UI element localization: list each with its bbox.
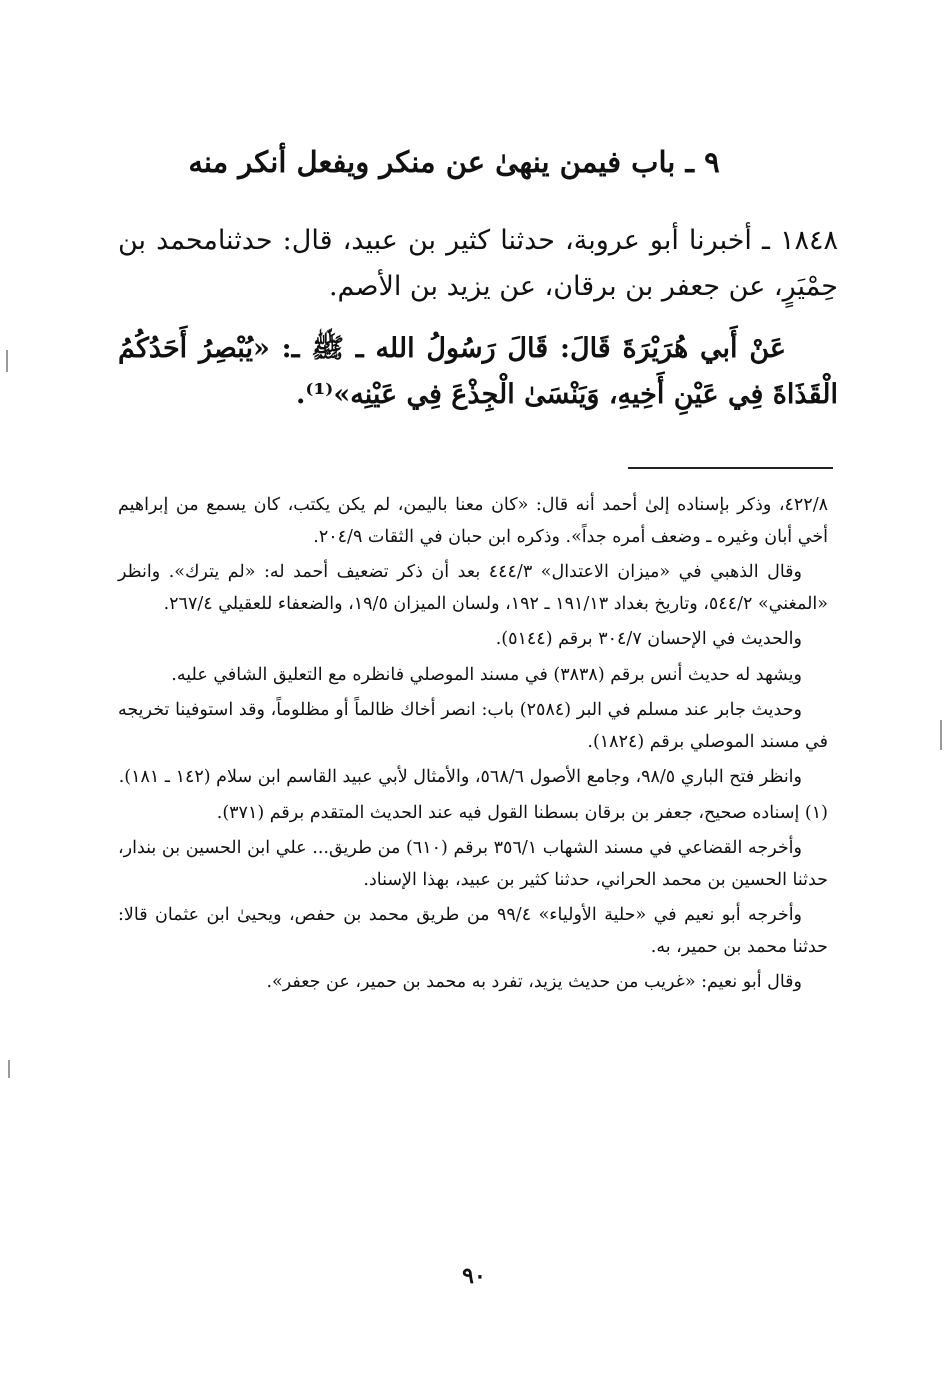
footnote-paragraph: وانظر فتح الباري ٩٨/٥، وجامع الأصول ٥٦٨/٦، والأمثال لأبي عبيد القاسم ابن سلام (١٤٢ ـ ١٨١).: [118, 767, 802, 787]
hadith-isnad: ١٨٤٨ ـ أخبرنا أبو عروبة، حدثنا كثير بن عبيد، قال: حدثنامحمد بن حِمْيَرٍ، عن جعفر بن برقان، عن يزيد بن الأصم.: [118, 225, 838, 302]
footnote-paragraph: وقال أبو نعيم: «غريب من حديث يزيد، تفرد به محمد بن حمير، عن جعفر».: [266, 972, 802, 992]
scan-edge-mark: [6, 350, 8, 372]
footnote-paragraph: وقال الذهبي في «ميزان الاعتدال» ٤٤٤/٣ بعد أن ذكر تضعيف أحمد له: «لم يترك». وانظر «المغني» ٥٤٤/٢، وتاريخ بغداد ١٩١/١٣ ـ ١٩٢، ولسان الميزان ١٩/٥، والضعفاء للعقيلي ٢٦٧/٤.: [118, 562, 828, 614]
footnotes: [118, 490, 828, 1003]
footnote-paragraph: وأخرجه أبو نعيم في «حلية الأولياء» ٩٩/٤ من طريق محمد بن حفص، ويحيىٰ ابن عثمان قالا: حدثنا محمد بن حمير، به.: [118, 905, 828, 957]
footnote-paragraph: ويشهد له حديث أنس برقم (٣٨٣٨) في مسند الموصلي فانظره مع التعليق الشافي عليه.: [171, 664, 802, 685]
footnote-paragraph: والحديث في الإحسان ٣٠٤/٧ برقم (٥١٤٤).: [495, 629, 802, 649]
footnote-paragraph: ٤٢٢/٨، وذكر بإسناده إلىٰ أحمد أنه قال: «كان معنا باليمن، لم يكن يكتب، كان يسمع من إبراهيم أخي أبان وغيره ـ وضعف أمره جداً». وذكره ابن حبان في الثقات ٢٠٤/٩.: [118, 495, 828, 547]
footnote-paragraph: (١) إسناده صحيح، جعفر بن برقان بسطنا القول فيه عند الحديث المتقدم برقم (٣٧١).: [216, 802, 828, 823]
footnote-separator: [628, 467, 833, 469]
page-number: ٩٠: [462, 1263, 486, 1289]
hadith-matn: عَنْ أَبي هُرَيْرَةَ قَالَ: قَالَ رَسُولُ الله ـ ﷺ ـ: «يُبْصِرُ أَحَدُكُمُ الْقَذَاةَ فِي عَيْنِ أَخِيهِ، وَيَنْسَىٰ الْجِذْعَ فِي عَيْنِه»⁽¹⁾.: [118, 333, 838, 410]
footnote-paragraph: وحديث جابر عند مسلم في البر (٢٥٨٤) باب: انصر أخاك ظالماً أو مظلوماً، وقد استوفينا تخريجه في مسند الموصلي برقم (١٨٢٤).: [118, 700, 828, 752]
chapter-heading: ٩ ـ باب فيمن ينهىٰ عن منكر ويفعل أنكر منه: [188, 145, 720, 179]
scan-edge-mark: [940, 720, 942, 750]
scan-edge-mark: [8, 1060, 10, 1078]
footnote-paragraph: وأخرجه القضاعي في مسند الشهاب ٣٥٦/١ برقم (٦١٠) من طريق... علي ابن الحسين بن بندار، حدثنا الحسين بن محمد الحراني، حدثنا كثير بن عبيد، بهذا الإسناد.: [118, 838, 828, 890]
